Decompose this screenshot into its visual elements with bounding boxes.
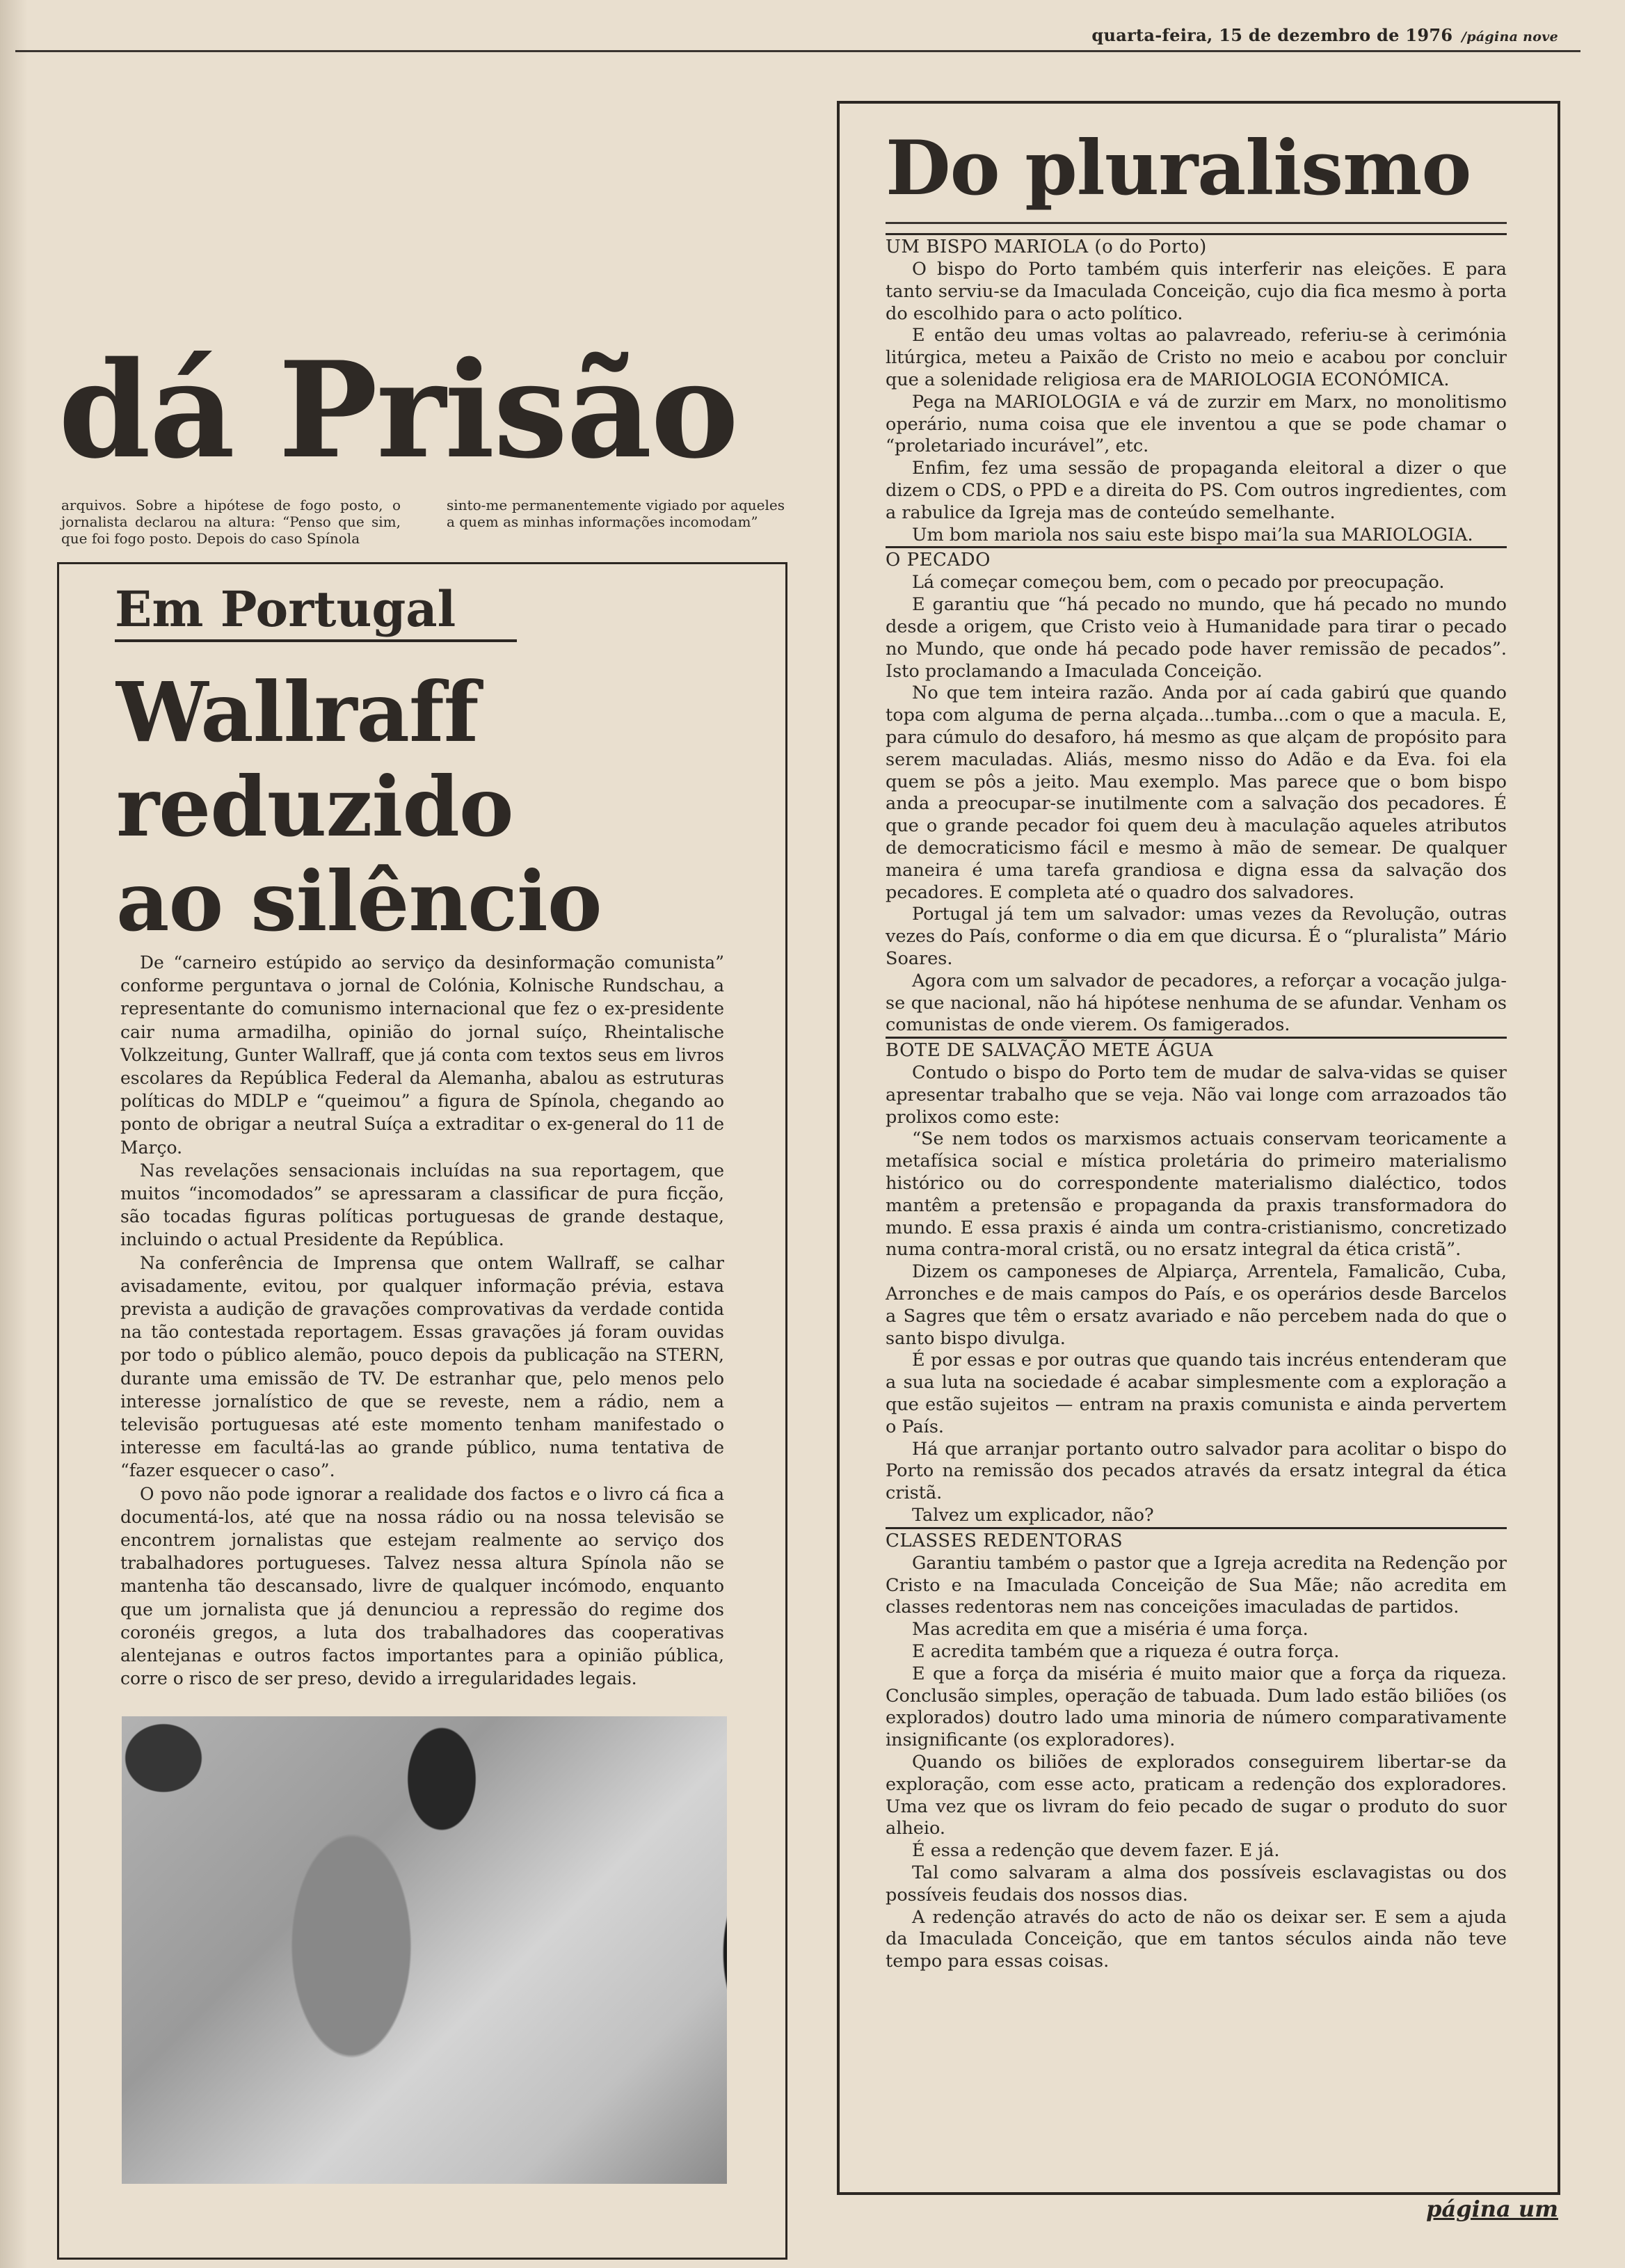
section-paragraph: E acredita também que a riqueza é outra força. <box>912 1641 1340 1663</box>
section-paragraph: Talvez um explicador, não? <box>912 1505 1154 1526</box>
section-paragraph: Agora com um salvador de pecadores, a reforçar a vocação julga-se que nacional, não há hipótese nenhuma de se afundar. Venham os comunistas de onde vierem. Os famigerados. <box>886 970 1507 1036</box>
header-rule <box>15 50 1580 52</box>
article-paragraph: De “carneiro estúpido ao serviço da desinformação comunista” conforme perguntava o jornal de Colónia, Kolnische Rundschau, a representante do comunismo internacional que fez o ex-presidente cair numa armadilha, opinião do jornal suíço, Rheintalische Volkzeitung, Gunter Wallraff, que já conta com textos seus em livros escolares da República Federal da Alemanha, abalou as estruturas políticas do MDLP e “queimou” a figura de Spínola, chegando ao ponto de obrigar a neutral Suíça a extraditar o ex-general do 11 de Março. <box>120 952 724 1158</box>
section-heading: CLASSES REDENTORAS <box>886 1527 1507 1553</box>
section-paragraph: Quando os biliões de explorados conseguirem libertar-se da exploração, com esse acto, praticam a redenção dos exploradores. Uma vez que os livram do feio pecado de sugar o produto do suor alheio. <box>886 1752 1507 1839</box>
kicker <box>115 580 517 642</box>
article-title <box>116 665 602 949</box>
section-bispo <box>886 233 1507 546</box>
section-paragraph: Tal como salvaram a alma dos possíveis esclavagistas ou dos possíveis feudais dos nossos dias. <box>886 1862 1507 1906</box>
section-paragraph: É por essas e por outras que quando tais incréus entenderam que a sua luta na sociedade é acabar simplesmente com a exploração a que estão sujeitos — entram na praxis comunista e ainda pervertem o País. <box>886 1350 1507 1437</box>
wallraff-article-box <box>57 562 787 2260</box>
section-paragraph: Contudo o bispo do Porto tem de mudar de salva-vidas se quiser apresentar trabalho que se veja. Não vai longe com arrazoados tão prolixos como este: <box>886 1062 1507 1128</box>
header-date: quarta-feira, 15 de dezembro de 1976 <box>1091 25 1453 45</box>
page-header <box>1091 25 1558 45</box>
section-classes <box>886 1527 1507 1973</box>
section-paragraph: “Se nem todos os marxismos actuais conservam teoricamente a metafísica social e mística proletária do primeiro materialismo histórico ou do correspondente materialismo dialéctico, todos mantêm a pretensão e propaganda da praxis transformadora do mundo. E essa praxis é ainda um contra-cristianismo, concretizado numa contra-moral cristã, ou no ersatz integral da ética cristã”. <box>886 1128 1507 1261</box>
section-paragraph: Pega na MARIOLOGIA e vá de zurzir em Marx, no monolitismo operário, numa coisa que ele inventou a que se pode chamar o “proletariado incurável”, etc. <box>886 391 1507 457</box>
left-top-column-1: arquivos. Sobre a hipótese de fogo posto, o jornalista declarou na altura: “Penso que sim, que foi fogo posto. Depois do caso Spínola <box>61 497 401 547</box>
section-paragraph: Enfim, fez uma sessão de propaganda eleitoral a dizer o que dizem o CDS, o PPD e a direita do PS. Com outros ingredientes, com a rabulice da Igreja mas de conteúdo semelhante. <box>886 458 1507 523</box>
section-paragraph: O bispo do Porto também quis interferir nas eleições. E para tanto serviu-se da Imaculada Conceição, cujo dia fica mesmo à porta do escolhido para o acto político. <box>886 259 1507 324</box>
section-paragraph: E garantiu que “há pecado no mundo, que há pecado no mundo desde a origem, que Cristo veio à Humanidade para tirar o pecado no Mundo, que onde há pecado pode haver remissão de pecados”. Isto proclamando a Imaculada Conceição. <box>886 594 1507 682</box>
article-body <box>120 951 724 1691</box>
section-heading: BOTE DE SALVAÇÃO METE ÁGUA <box>886 1037 1507 1062</box>
section-heading: UM BISPO MARIOLA (o do Porto) <box>886 233 1507 259</box>
kicker-text: Em Portugal <box>115 580 456 638</box>
footer-page-label: página um <box>1426 2196 1558 2222</box>
section-paragraph: E então deu umas voltas ao palavreado, referiu-se à cerimónia litúrgica, meteu a Paixão de Cristo no meio e acabou por concluir que a solenidade religiosa era de MARIOLOGIA ECONÓMICA. <box>886 325 1507 390</box>
section-paragraph: Garantiu também o pastor que a Igreja acredita na Redenção por Cristo e na Imaculada Conceição de Sua Mãe; não acredita em classes redentoras nem nas conceições imaculadas de partidos. <box>886 1552 1507 1618</box>
section-paragraph: Dizem os camponeses de Alpiarça, Arrentela, Famalicão, Cuba, Arronches e de mais campos do País, e os operários desde Barcelos a Sagres que têm o ersatz avariado e não percebem nada do que o santo bispo divulga. <box>886 1261 1507 1349</box>
article-photo <box>122 1716 727 2184</box>
title-line-1: Wallraff <box>116 664 479 760</box>
title-line-3: ao silêncio <box>116 853 602 950</box>
section-paragraph: Há que arranjar portanto outro salvador para acolitar o bispo do Porto na remissão dos pecados através da ersatz integral da ética cristã. <box>886 1438 1507 1504</box>
section-heading: O PECADO <box>886 546 1507 572</box>
column-title: Do pluralismo <box>886 125 1471 212</box>
section-paragraph: Mas acredita em que a miséria é uma força. <box>912 1619 1308 1640</box>
section-paragraph: A redenção através do acto de não os deixar ser. E sem a ajuda da Imaculada Conceição, que em tantos séculos ainda não teve tempo para essas coisas. <box>886 1906 1507 1972</box>
page-edge-shadow <box>0 0 28 2268</box>
column-body <box>886 233 1507 1973</box>
left-headline: dá Prisão <box>58 333 738 488</box>
section-paragraph: Um bom mariola nos saiu este bispo mai’la sua MARIOLOGIA. <box>912 524 1473 545</box>
article-paragraph: Nas revelações sensacionais incluídas na sua reportagem, que muitos “incomodados” se apressaram a classificar de pura ficção, são tocadas figuras políticas portuguesas de grande destaque, incluindo o actual Presidente da República. <box>120 1160 724 1250</box>
article-paragraph: O povo não pode ignorar a realidade dos factos e o livro cá fica a documentá-los, até que na nossa rádio ou na nossa televisão se encontrem jornalistas que estejam realmente ao serviço dos trabalhadores portugueses. Talvez nessa altura Spínola não se mantenha tão descansado, livre de qualquer incómodo, enquanto que um jornalista que já denunciou a repressão do regime dos coronéis gregos, a luta dos trabalhadores das cooperativas alentejanas e outros factos importantes para a opinião pública, corre o risco de ser preso, devido a irregularidades legais. <box>120 1483 724 1689</box>
section-paragraph: No que tem inteira razão. Anda por aí cada gabirú que quando topa com alguma de perna alçada...tumba...com o que a macula. E, para cúmulo do desaforo, há mesmo as que alçam de propósito para serem maculadas. Aliás, mesmo nisso do Adão e da Eva. foi ela quem se pôs a jeito. Mau exemplo. Mas parece que o bom bispo anda a preocupar-se inutilmente com a salvação dos pecadores. É que o grande pecador foi quem deu à maculação aqueles atributos de democraticismo fácil e mesmo à mão de semear. De qualquer maneira é uma tarefa grandiosa e digna essa da salvação dos pecadores. E completa até o quadro dos salvadores. <box>886 682 1507 903</box>
section-paragraph: Portugal já tem um salvador: umas vezes da Revolução, outras vezes do País, conforme o dia em que dicursa. É o “pluralista” Mário Soares. <box>886 904 1507 969</box>
section-paragraph: Lá começar começou bem, com o pecado por preocupação. <box>912 572 1445 593</box>
section-bote <box>886 1037 1507 1527</box>
title-line-2: reduzido <box>116 758 513 855</box>
left-top-column-2: sinto-me permanentemente vigiado por aqueles a quem as minhas informações incomodam” <box>447 497 785 530</box>
header-page-label: /página nove <box>1462 29 1558 45</box>
pluralismo-column-box <box>837 101 1560 2195</box>
title-rule <box>886 222 1507 224</box>
section-paragraph: E que a força da miséria é muito maior que a força da riqueza. Conclusão simples, operação de tabuada. Dum lado estão biliões (os explorados) doutro lado uma minoria de número comparativamente insignificante (os exploradores). <box>886 1663 1507 1751</box>
section-pecado <box>886 546 1507 1037</box>
section-paragraph: É essa a redenção que devem fazer. E já. <box>912 1840 1280 1862</box>
article-paragraph: Na conferência de Imprensa que ontem Wallraff, se calhar avisadamente, evitou, por qualquer informação prévia, estava prevista a audição de gravações comprovativas da verdade contida na tão contestada reportagem. Essas gravações já foram ouvidas por todo o público alemão, pouco depois da publicação na STERN, durante uma emissão de TV. De estranhar que, pelo menos pelo interesse jornalístico de que se reveste, nem a rádio, nem a televisão portuguesas até este momento tenham manifestado o interesse em facultá-las ao grande público, numa tentativa de “fazer esquecer o caso”. <box>120 1252 724 1481</box>
